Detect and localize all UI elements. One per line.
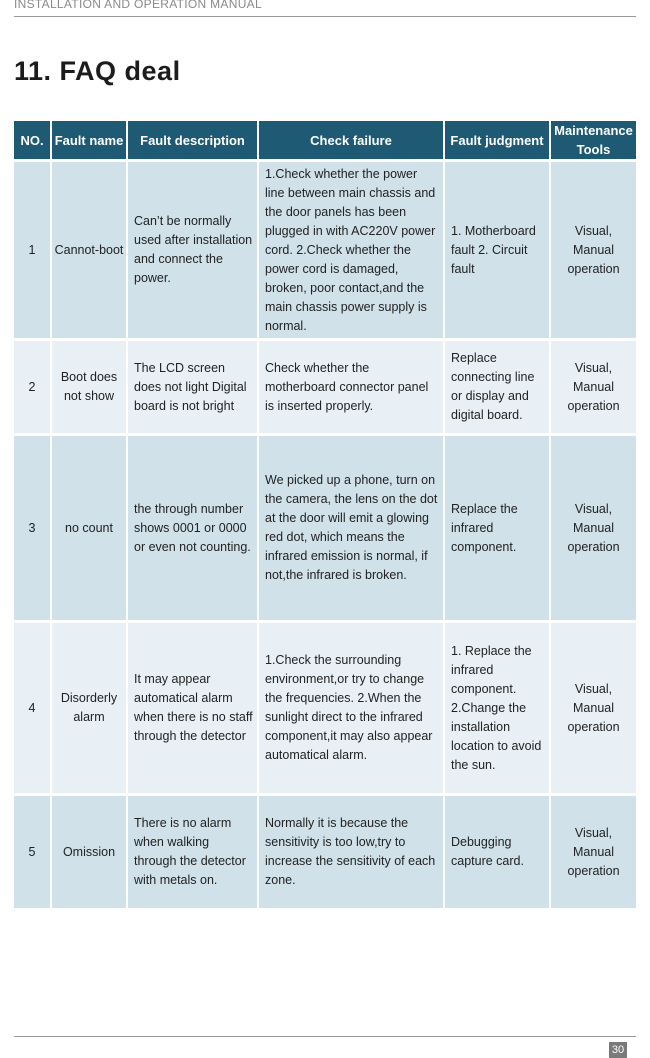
row-number: 5 (14, 796, 51, 908)
footer-divider (14, 1036, 636, 1037)
table-row (14, 162, 636, 338)
maintenance-tools-cell: Visual, Manual operation (550, 623, 636, 793)
fault-name-cell: Omission (51, 796, 127, 908)
table-header-row (14, 121, 636, 159)
fault-description-cell: Can’t be normally used after installation and connect the power. (127, 162, 258, 338)
column-header-no: NO. (14, 121, 51, 159)
column-header-fault-name: Fault name (51, 121, 127, 159)
fault-name-cell: Disorderly alarm (51, 623, 127, 793)
check-failure-cell: We picked up a phone, turn on the camera, the lens on the dot at the door will emit a glowing red dot, which means the infrared emission is normal, if not,the infrared is broken. (258, 436, 444, 620)
fault-name-cell: Boot does not show (51, 341, 127, 433)
fault-description-cell: The LCD screen does not light Digital board is not bright (127, 341, 258, 433)
fault-judgment-cell: Debugging capture card. (444, 796, 550, 908)
fault-name-cell: Cannot-boot (51, 162, 127, 338)
fault-description-cell: It may appear automatical alarm when there is no staff through the detector (127, 623, 258, 793)
column-header-fault-description: Fault description (127, 121, 258, 159)
check-failure-cell: 1.Check whether the power line between main chassis and the door panels has been plugged in with AC220V power cord. 2.Check whether the power cord is damaged, broken, poor contact,and the main chassis power supply is normal. (258, 162, 444, 338)
table-row (14, 623, 636, 793)
fault-judgment-cell: Replace connecting line or display and digital board. (444, 341, 550, 433)
row-number: 4 (14, 623, 51, 793)
maintenance-tools-cell: Visual, Manual operation (550, 341, 636, 433)
fault-name-cell: no count (51, 436, 127, 620)
column-header-check-failure: Check failure (258, 121, 444, 159)
table-row (14, 436, 636, 620)
fault-judgment-cell: Replace the infrared component. (444, 436, 550, 620)
faq-table (14, 121, 636, 908)
fault-description-cell: the through number shows 0001 or 0000 or even not counting. (127, 436, 258, 620)
table-row (14, 796, 636, 908)
row-number: 1 (14, 162, 51, 338)
maintenance-tools-cell: Visual, Manual operation (550, 796, 636, 908)
check-failure-cell: 1.Check the surrounding environment,or try to change the frequencies. 2.When the sunlight direct to the infrared component,it may also appear automatical alarm. (258, 623, 444, 793)
check-failure-cell: Normally it is because the sensitivity is too low,try to increase the sensitivity of each zone. (258, 796, 444, 908)
maintenance-tools-cell: Visual, Manual operation (550, 162, 636, 338)
page-number: 30 (609, 1042, 627, 1058)
maintenance-tools-cell: Visual, Manual operation (550, 436, 636, 620)
row-number: 2 (14, 341, 51, 433)
table-row (14, 341, 636, 433)
fault-judgment-cell: 1. Motherboard fault 2. Circuit fault (444, 162, 550, 338)
fault-description-cell: There is no alarm when walking through the detector with metals on. (127, 796, 258, 908)
header-divider (14, 16, 636, 17)
column-header-fault-judgment: Fault judgment (444, 121, 550, 159)
fault-judgment-cell: 1. Replace the infrared component. 2.Change the installation location to avoid the sun. (444, 623, 550, 793)
check-failure-cell: Check whether the motherboard connector panel is inserted properly. (258, 341, 444, 433)
column-header-maintenance-tools: Maintenance Tools (550, 121, 636, 159)
page-title: 11. FAQ deal (14, 56, 181, 86)
manual-header-title: INSTALLATION AND OPERATION MANUAL (14, 0, 262, 11)
row-number: 3 (14, 436, 51, 620)
